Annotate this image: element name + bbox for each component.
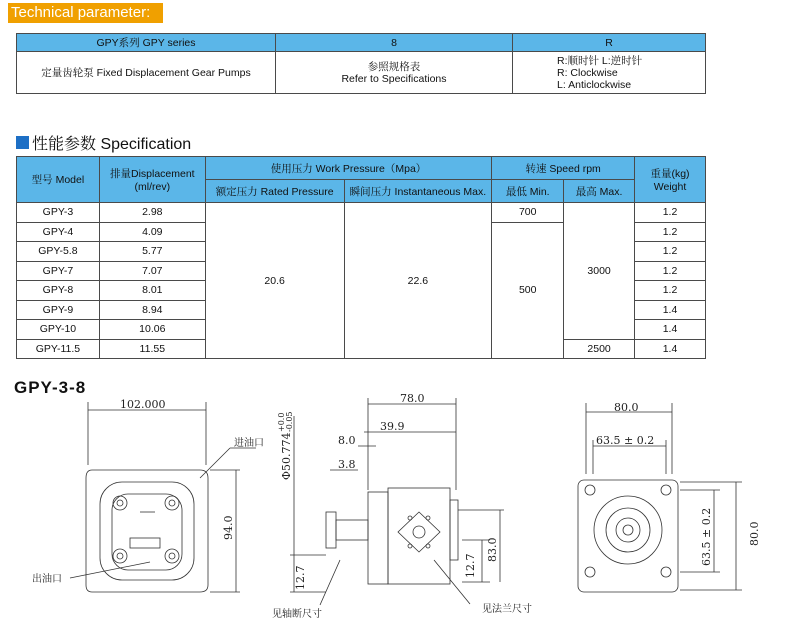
label-flange-section: 见法兰尺寸 [482,604,532,615]
th-min-speed: 最低 Min. [492,180,564,203]
dim-front-height: 94.0 [222,515,235,540]
th-weight-line2: Weight [653,181,687,193]
cell-weight: 1.4 [635,320,706,340]
rotation-line1: R:顺时针 L:逆时针 [557,54,643,67]
table-row [17,203,706,223]
cell-rated-pressure: 20.6 [205,203,344,359]
label-outlet: 出油口 [32,574,62,585]
dim-rear-635-horizontal: 63.5 ± 0.2 [596,434,655,447]
model-code-spec-ref [276,52,513,94]
dim-side-length: 78.0 [400,392,425,405]
th-weight-line1: 重量(kg) [650,168,690,180]
th-instant-pressure: 瞬间压力 Instantaneous Max. [344,180,492,203]
th-model: 型号 Model [17,157,100,203]
cell-displacement: 4.09 [99,222,205,242]
cell-model: GPY-3 [17,203,100,223]
spec-title-text: 性能参数 Specification [32,136,192,153]
rear-view [578,403,742,592]
spec-table [16,156,706,359]
cell-displacement: 5.77 [99,242,205,262]
cell-displacement: 8.01 [99,281,205,301]
cell-model: GPY-9 [17,300,100,320]
spec-ref-line2: Refer to Specifications [341,72,447,85]
cell-weight: 1.2 [635,203,706,223]
cell-model: GPY-8 [17,281,100,301]
cell-model: GPY-10 [17,320,100,340]
dim-side-12-left: 12.7 [294,565,307,590]
th-disp-line2: (ml/rev) [134,181,171,193]
rotation-line3: L: Anticlockwise [557,78,632,91]
cell-min-speed-500: 500 [492,222,564,359]
cell-displacement: 2.98 [99,203,205,223]
cell-weight: 1.4 [635,339,706,359]
cell-instant-pressure: 22.6 [344,203,492,359]
cell-max-speed-3000: 3000 [564,203,635,340]
cell-displacement: 7.07 [99,261,205,281]
cell-weight: 1.2 [635,281,706,301]
th-speed: 转速 Speed rpm [492,157,635,180]
cell-weight: 1.4 [635,300,706,320]
th-rated-pressure: 额定压力 Rated Pressure [205,180,344,203]
cell-model: GPY-11.5 [17,339,100,359]
th-displacement [99,157,205,203]
dim-shaft-tol-top: +0.0 [277,412,286,432]
cell-model: GPY-4 [17,222,100,242]
technical-drawing [0,390,789,638]
th-weight [635,157,706,203]
model-code-header-series: GPY系列 GPY series [17,34,276,52]
model-code-header-rotation: R [513,34,706,52]
drawing-title: GPY-3-8 [14,378,87,397]
cell-weight: 1.2 [635,222,706,242]
label-inlet: 进油口 [234,438,264,449]
dim-shaft-diameter: Φ50.774 [280,432,293,480]
dim-front-width: 102.000 [120,398,166,411]
label-shaft-section: 见轴断尺寸 [272,609,322,620]
th-disp-line1: 排量Displacement [109,168,195,180]
cell-model: GPY-7 [17,261,100,281]
dim-rear-635-vertical: 63.5 ± 0.2 [700,507,713,566]
cell-weight: 1.2 [635,242,706,262]
model-code-table [16,33,706,94]
th-work-pressure: 使用压力 Work Pressure（Mpa） [205,157,492,180]
rotation-line2: R: Clockwise [557,66,618,79]
dim-side-12-right: 12.7 [464,553,477,578]
dim-shaft-tol-bottom: -0.05 [285,411,294,432]
cell-displacement: 10.06 [99,320,205,340]
th-max-speed: 最高 Max. [564,180,635,203]
model-code-header-displacement: 8 [276,34,513,52]
cell-weight: 1.2 [635,261,706,281]
dim-side-3: 3.8 [338,458,356,471]
model-code-series-desc: 定量齿轮泵 Fixed Displacement Gear Pumps [17,52,276,94]
dim-rear-width: 80.0 [614,401,639,414]
dim-side-39: 39.9 [380,420,405,433]
dim-rear-height: 80.0 [748,521,761,546]
dim-side-83: 83.0 [486,537,499,562]
front-view [70,402,256,592]
model-code-rotation [513,52,706,94]
cell-min-speed-700: 700 [492,203,564,223]
cell-max-speed-2500: 2500 [564,339,635,359]
cell-displacement: 11.55 [99,339,205,359]
dim-side-8: 8.0 [338,434,356,447]
cell-model: GPY-5.8 [17,242,100,262]
section-title-technical-parameter: Technical parameter: [8,3,163,23]
cell-displacement: 8.94 [99,300,205,320]
spec-section-title [16,131,191,154]
square-bullet-icon [16,136,29,149]
spec-ref-line1: 参照规格表 [367,60,421,73]
